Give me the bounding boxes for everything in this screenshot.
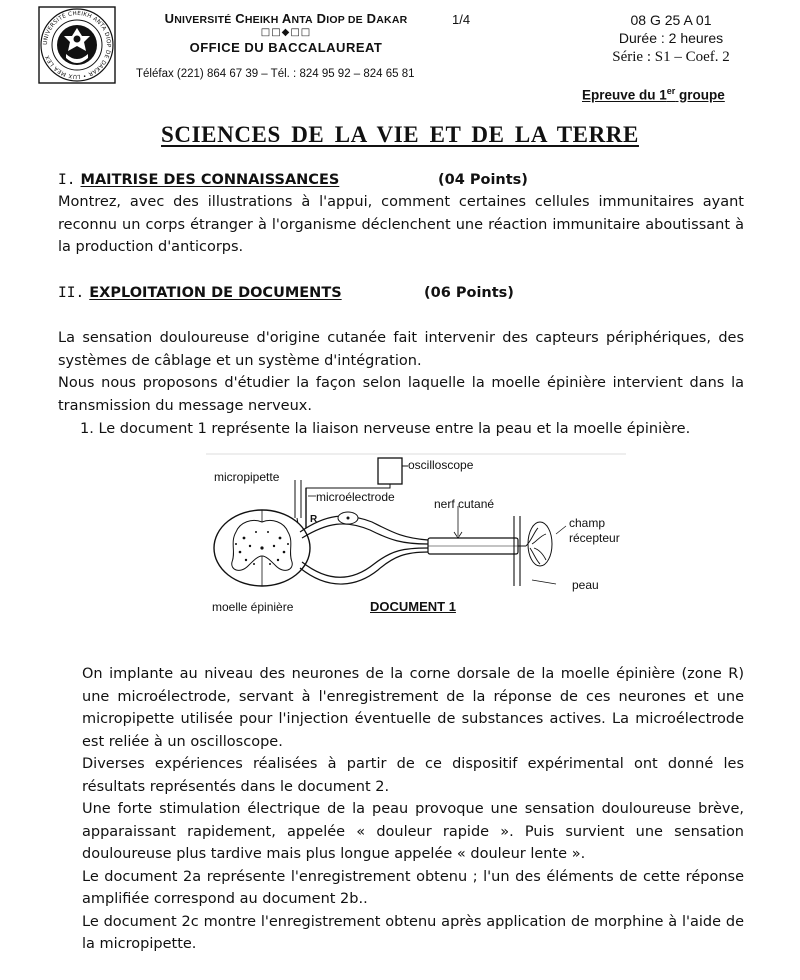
exam-duration: Durée : 2 heures [618,30,724,47]
document1-caption: DOCUMENT 1 [370,599,456,614]
telefax: Téléfax (221) 864 67 39 – Tél. : 824 95 92 – 824 65 81 [136,68,415,80]
label-moelle: moelle épinière [212,600,294,614]
label-champ: champ [569,516,606,530]
label-oscilloscope: oscilloscope [408,458,474,472]
section2-item1: 1. Le document 1 représente la liaison nerveuse entre la peau et la moelle épinière. [80,421,691,437]
label-recepteur: récepteur [569,531,620,545]
label-peau: peau [572,578,599,592]
university-name: UNIVERSITÉ CHEIKH ANTA DIOP DE DAKAR [164,11,408,26]
body-paragraph: Diverses expériences réalisées à partir de ce dispositif expérimental ont donné les résultats représentés dans le document 2. [82,756,744,795]
section2-intro: La sensation douloureuse d'origine cutanée fait intervenir des capteurs périphériques, des systèmes de câblage et un système d'intégration. Nous nous proposons d'étudier la façon selon laquelle la moelle épinière intervient dans la transmission du message nerveux. [58,330,744,414]
office-name: OFFICE DU BACCALAUREAT [189,39,383,55]
section2-points: (06 Points) [424,285,514,301]
label-micropipette: micropipette [214,470,280,484]
section1-points: (04 Points) [438,172,528,188]
body-paragraph: Une forte stimulation électrique de la peau provoque une sensation douloureuse brève, apparaissant rapidement, appelée « douleur rapide ». Puis survient une sensation douloureuse plus tardive mais plus longue appelée « douleur lente ». [82,801,744,862]
body-paragraph: On implante au niveau des neurones de la corne dorsale de la moelle épinière (zone R) une microélectrode, servant à l'enregistrement de la réponse de ces neurones et une micropipette utilisée pour l'injection éventuelle de substances actives. La microélectrode est reliée à un oscilloscope. [82,666,744,750]
label-microelectrode: microélectrode [316,490,395,504]
body-paragraph: Le document 2c montre l'enregistrement obtenu après application de morphine à l'aide de la micropipette. [82,913,744,952]
university-seal [38,6,116,84]
body-paragraph: Le document 2a représente l'enregistrement obtenu ; l'un des éléments de cette réponse amplifiée correspond au document 2b.. [82,868,744,907]
section2-heading: II. EXPLOITATION DE DOCUMENTS [58,285,342,301]
page-number: 1/4 [452,12,471,27]
exam-code: 08 G 25 A 01 [630,12,712,28]
exam-info [560,11,782,68]
document1-figure [196,452,636,620]
header-ornament: □□◆□□ [260,27,312,39]
section1-text: Montrez, avec des illustrations à l'appui, comment certaines cellules immunitaires ayant reconnu un corps étranger à l'organisme déclenchent une réaction immunitaire aboutissant à la production d'anticorps. [58,194,744,255]
section2-body [82,663,744,956]
section1-heading: I. MAITRISE DES CONNAISSANCES [58,172,340,188]
label-nerf-cutane: nerf cutané [434,497,495,511]
epreuve-label: Epreuve du 1er groupe [582,86,725,103]
label-zone-r: R [310,514,318,525]
header-institution [136,11,436,56]
exam-serie: Série : S1 – Coef. 2 [612,48,730,65]
seal-lettering: UNIVERSITÉ CHEIKH ANTA DIOP DE DAKAR • LUX MEA LEX [42,10,112,80]
page-title: SCIENCES DE LA VIE ET DE LA TERRE [161,122,639,147]
